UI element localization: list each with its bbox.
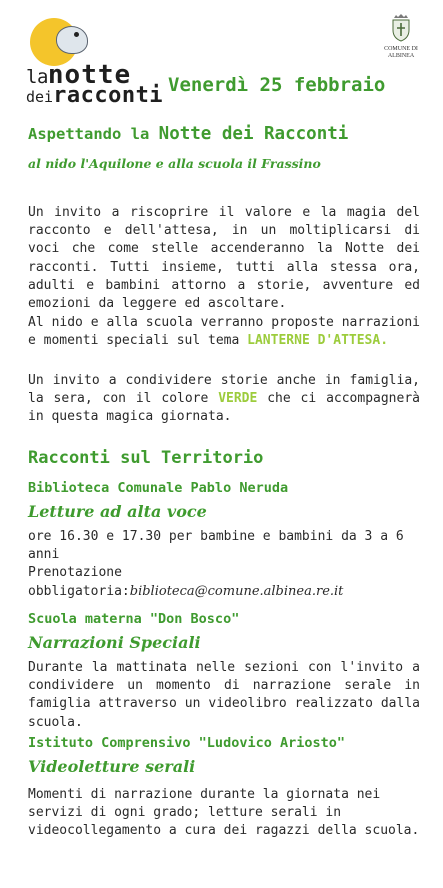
intro-paragraph-3 — [28, 372, 420, 427]
theme-keyword: LANTERNE D'ATTESA. — [247, 333, 389, 349]
bird-eye-icon — [74, 32, 79, 37]
event-3-name: Videoletture serali — [28, 757, 196, 776]
event-2-text: Durante la mattinata nelle sezioni con l'invito a condividere un momento di narrazione serale in famiglia attraverso un videolibro realizzato dalla scuola. — [28, 660, 420, 730]
la-notte-dei-racconti-logo — [22, 14, 164, 108]
crest-caption: COMUNE DI ALBINEA — [384, 46, 418, 59]
logo-word-racconti: racconti — [53, 83, 164, 108]
event-1-details — [28, 528, 420, 601]
event-1-place: Biblioteca Comunale Pablo Neruda — [28, 480, 289, 496]
event-1-name: Letture ad alta voce — [28, 502, 207, 521]
logo-word-notte: notte — [47, 60, 132, 90]
logo-text-line2 — [26, 83, 164, 108]
event-2-place: Scuola materna "Don Bosco" — [28, 611, 240, 627]
logo-word-la: la — [26, 66, 48, 88]
color-keyword: VERDE — [218, 391, 258, 407]
event-1-booking-required: obbligatoria: — [28, 583, 130, 599]
event-1-booking — [28, 583, 420, 601]
intro-paragraph-1: Un invito a riscoprire il valore e la magia del racconto e dell'attesa, in un moltiplicarsi di voci che come stelle accenderanno la Notte dei racconti. Tutti insieme, tutti alla stessa ora, adulti e bambini attorno a storie, avventure ed emozioni da leggere ed ascoltare. — [28, 205, 420, 312]
event-1-time: ore 16.30 e 17.30 per bambine e bambini da 3 a 6 anni — [28, 529, 404, 563]
page-title — [28, 124, 428, 144]
bird-icon — [56, 26, 88, 54]
event-2-name: Narrazioni Speciali — [28, 633, 201, 652]
event-3-text: Momenti di narrazione durante la giornata nei servizi di ogni grado; letture serali in videocollegamento a cura dei ragazzi della scuola. — [28, 787, 420, 839]
event-1-booking-label: Prenotazione — [28, 565, 122, 581]
intro-p3-text-b: che ci accompagnerà in questa magica giornata. — [28, 391, 420, 425]
intro-p2-text: Al nido e alla scuola verranno proposte narrazioni e momenti speciali sul tema — [28, 315, 420, 349]
title-part-1: Aspettando la — [28, 125, 159, 143]
comune-albinea-crest — [376, 14, 426, 62]
header — [0, 0, 443, 120]
event-date: Venerdì 25 febbraio — [168, 74, 386, 96]
intro-p3-text-a: Un invito a condividere storie anche in famiglia, la sera, con il colore — [28, 373, 420, 407]
coat-of-arms-icon — [391, 14, 411, 42]
title-part-2: Notte dei Racconti — [158, 124, 349, 144]
page-subtitle: al nido l'Aquilone e alla scuola il Frassino — [28, 156, 321, 171]
logo-word-dei: dei — [26, 88, 54, 106]
event-1-email-link[interactable]: biblioteca@comune.albinea.re.it — [129, 583, 344, 599]
section-title: Racconti sul Territorio — [28, 448, 264, 468]
intro-paragraph-2 — [28, 314, 420, 350]
event-3-place: Istituto Comprensivo "Ludovico Ariosto" — [28, 735, 345, 751]
